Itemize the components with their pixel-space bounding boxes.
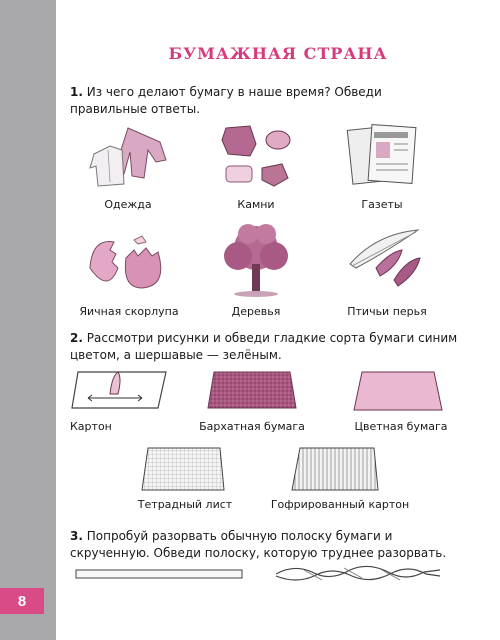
newspapers-label: Газеты [361, 198, 403, 211]
flat-strip-icon[interactable] [74, 566, 244, 582]
colored-paper-icon[interactable] [352, 370, 444, 412]
eggshell-label: Яичная скорлупа [79, 305, 179, 318]
clothes-icon[interactable] [88, 120, 168, 190]
velvet-paper-label: Бархатная бумага [199, 420, 305, 433]
feathers-label: Птичьи перья [347, 305, 427, 318]
task-1-text [70, 84, 460, 118]
page-content [56, 0, 500, 640]
tree-label: Деревья [231, 305, 281, 318]
feathers-icon[interactable] [346, 224, 426, 294]
corrugated-cardboard-label: Гофрированный картон [270, 498, 410, 511]
notebook-sheet-label: Тетрадный лист [137, 498, 233, 511]
task-3-number: 3. [70, 529, 83, 543]
velvet-paper-icon[interactable] [206, 370, 298, 410]
task-3-question: Попробуй разорвать обычную полоску бумаги и скрученную. Обведи полоску, которую труднее разорвать. [70, 529, 447, 560]
tree-icon[interactable] [218, 220, 294, 300]
task-2-number: 2. [70, 331, 83, 345]
colored-paper-label: Цветная бумага [354, 420, 448, 433]
task-2-question: Рассмотри рисунки и обведи гладкие сорта бумаги синим цветом, а шершавые — зелёным. [70, 331, 458, 362]
twisted-strip-icon[interactable] [274, 560, 442, 586]
corrugated-cardboard-icon[interactable] [290, 446, 380, 492]
page-title: БУМАЖНАЯ СТРАНА [168, 44, 388, 63]
task-1-question: Из чего делают бумагу в наше время? Обведи правильные ответы. [70, 85, 382, 116]
cardboard-icon[interactable] [70, 368, 170, 414]
task-2-text [70, 330, 460, 364]
clothes-label: Одежда [104, 198, 152, 211]
cardboard-label: Картон [70, 420, 112, 433]
stones-label: Камни [237, 198, 275, 211]
newspapers-icon[interactable] [342, 120, 422, 190]
notebook-sheet-icon[interactable] [140, 446, 226, 492]
page-number: 8 [0, 588, 44, 614]
eggshell-icon[interactable] [84, 228, 174, 298]
task-1-number: 1. [70, 85, 83, 99]
stones-icon[interactable] [216, 120, 296, 190]
task-3-text [70, 528, 460, 562]
left-margin-band [0, 0, 56, 640]
